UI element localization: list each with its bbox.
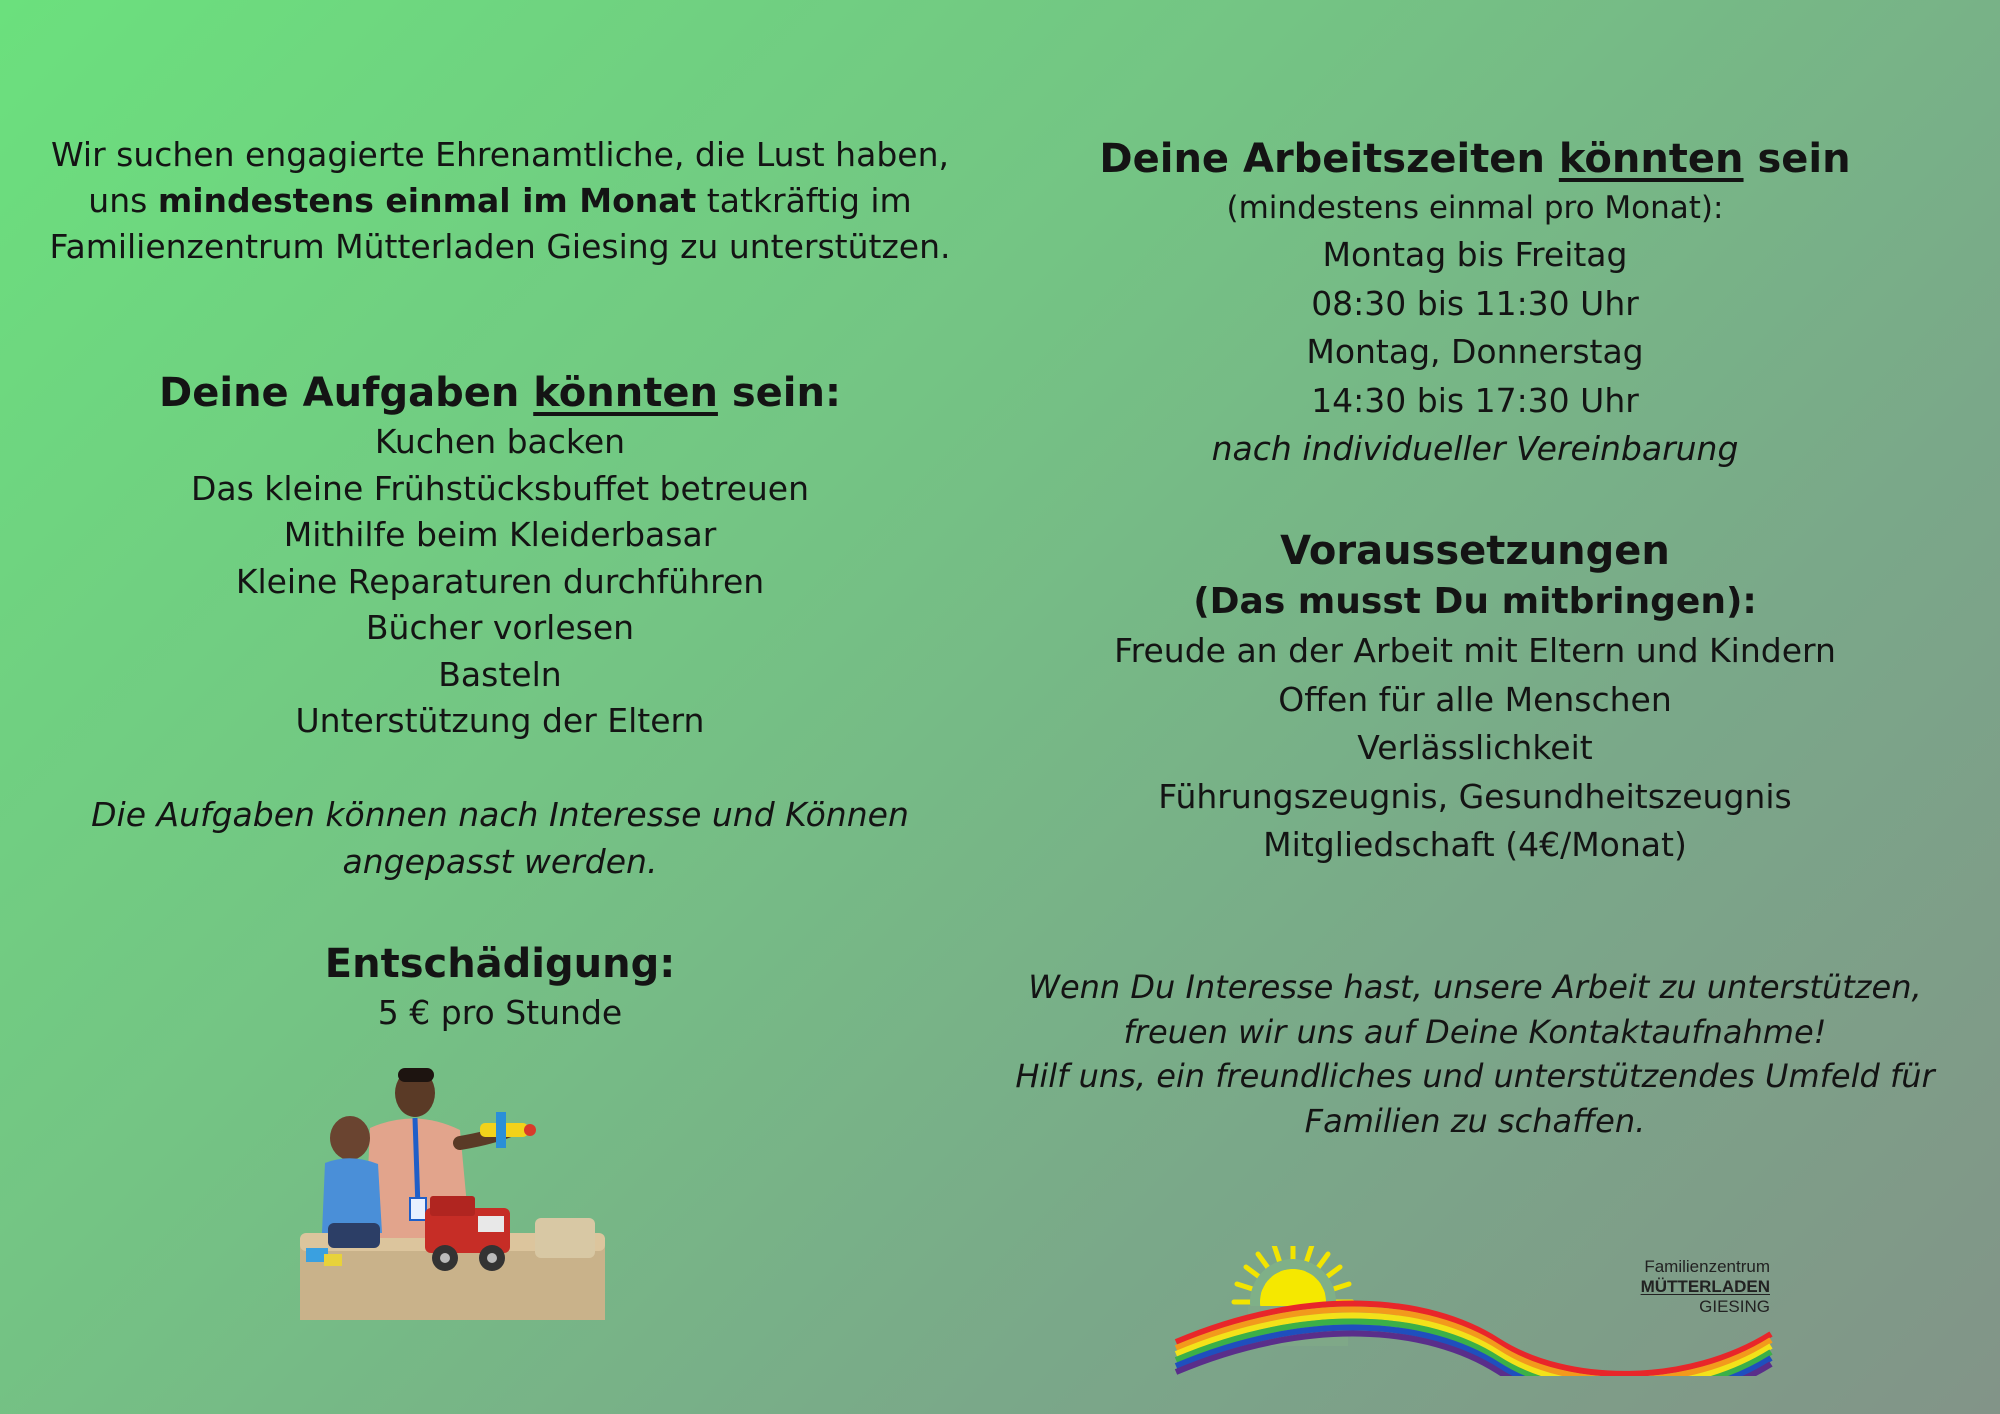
compensation-section [30,938,970,1037]
toy-truck-window [478,1216,504,1232]
adult-hair [398,1068,434,1082]
tasks-note-line-1: Die Aufgaben können nach Interesse und Können [91,795,909,834]
task-item: Mithilfe beim Kleiderbasar [283,515,717,554]
requirements-section [1010,525,1940,870]
logo-line-1: Familienzentrum [1644,1257,1770,1276]
requirements-subheading: (Das musst Du mitbringen): [1193,581,1757,622]
hours-line: 14:30 bis 17:30 Uhr [1311,380,1639,420]
hours-heading-underline: könnten [1558,136,1744,182]
hours-section [1010,133,1940,474]
task-item: Unterstützung der Eltern [295,701,705,740]
family-play-illustration [300,1068,605,1320]
intro-text [30,132,970,270]
tasks-heading-pre: Deine Aufgaben [159,370,534,416]
hours-heading [1010,133,1940,185]
lanyard [415,1118,418,1208]
intro-line-2-post: tatkräftig im [696,181,912,220]
task-item: Bücher vorlesen [365,608,635,647]
task-item: Basteln [438,654,562,694]
child-shirt [322,1158,382,1233]
hours-note: nach individueller Vereinbarung [1211,429,1739,468]
tasks-heading [30,367,970,419]
toy-block [324,1254,342,1266]
closing-line-3: Hilf uns, ein freundliches und unterstützendes Umfeld für [1015,1057,1935,1095]
child-head [330,1116,370,1160]
requirements-heading: Voraussetzungen [1280,528,1670,574]
task-item: Kleine Reparaturen durchführen [235,561,765,601]
closing-line-1: Wenn Du Interesse hast, unsere Arbeit zu unterstützen, [1028,968,1922,1006]
logo-text [1500,1257,1770,1317]
compensation-heading: Entschädigung: [324,941,676,987]
tasks-heading-underline: könnten [533,370,718,416]
id-badge [410,1198,426,1220]
closing-line-2: freuen wir uns auf Deine Kontaktaufnahme! [1123,1012,1827,1051]
chair-back [535,1218,595,1258]
requirements-list [1010,627,1940,870]
hours-line: Montag, Donnerstag [1306,332,1644,371]
task-item: Das kleine Frühstücksbuffet betreuen [190,468,810,508]
task-item: Kuchen backen [374,422,626,461]
intro-line-3: Familienzentrum Mütterladen Giesing zu unterstützen. [49,227,951,266]
requirement-item: Offen für alle Menschen [1278,679,1672,719]
hours-line: Montag bis Freitag [1322,235,1628,274]
tasks-heading-post: sein: [717,370,841,416]
tasks-section [30,367,970,745]
requirement-item: Führungszeugnis, Gesundheitszeugnis [1158,776,1792,816]
tasks-note-line-2: angepasst werden. [342,841,658,881]
intro-line-2 [30,178,970,224]
hours-line: 08:30 bis 11:30 Uhr [1311,283,1639,323]
intro-line-2-bold: mindestens einmal im Monat [157,181,697,220]
closing-line-4: Familien zu schaffen. [1304,1101,1646,1140]
tasks-note [30,792,970,885]
logo-line-2: MÜTTERLADEN [1640,1277,1770,1296]
requirement-item: Freude an der Arbeit mit Eltern und Kindern [1114,631,1836,670]
hours-heading-pre: Deine Arbeitszeiten [1099,136,1559,182]
requirement-item: Verlässlichkeit [1357,728,1593,767]
hours-subheading: (mindestens einmal pro Monat): [1226,190,1724,226]
toy-truck-cab [430,1196,475,1216]
toy-truck-hub [440,1253,450,1263]
toy-truck-hub [487,1253,497,1263]
intro-line-2-pre: uns [88,181,158,220]
intro-line-1: Wir suchen engagierte Ehrenamtliche, die Lust haben, [51,135,949,174]
hours-list [1010,231,1940,474]
requirement-item: Mitgliedschaft (4€/Monat) [1263,825,1687,864]
toy-plane-wing [496,1112,506,1148]
child-shorts [328,1223,380,1248]
closing-text [1010,965,1940,1143]
tasks-list [30,419,970,745]
toy-plane-nose [524,1124,536,1136]
compensation-value: 5 € pro Stunde [377,993,623,1032]
logo-line-3: GIESING [1699,1297,1770,1316]
hours-heading-post: sein [1743,136,1851,182]
